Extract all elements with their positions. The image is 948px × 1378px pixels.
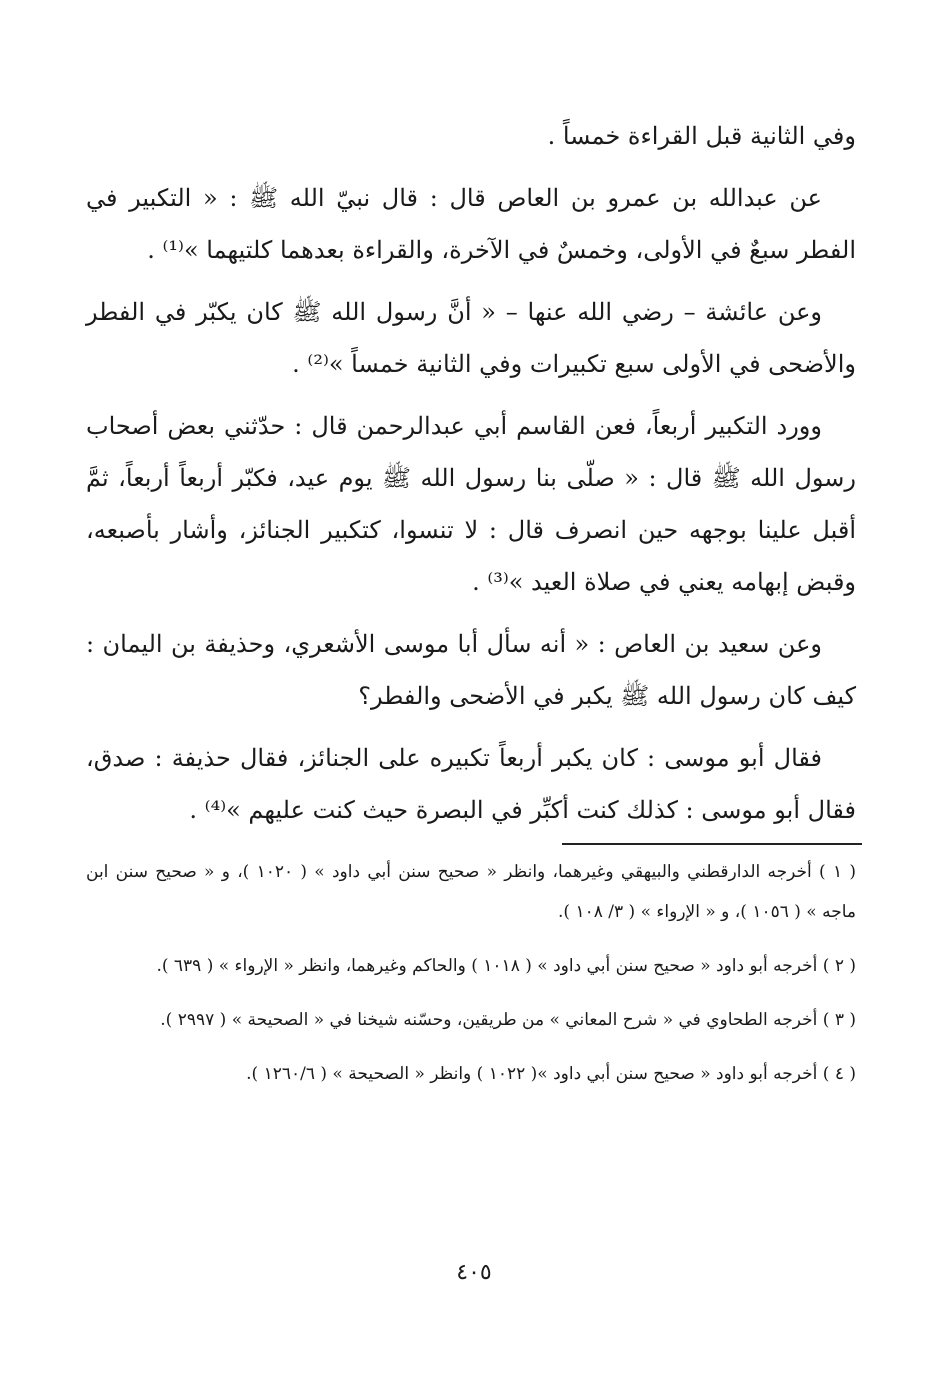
divider (86, 162, 856, 172)
paragraph: وعن عائشة – رضي الله عنها – « أنَّ رسول الله ﷺ كان يكبّر في الفطر والأضحى في الأولى سبع تكبيرات وفي الثانية خمساً »⁽²⁾ . (86, 298, 856, 378)
footnote: ( ٤ ) أخرجه أبو داود « صحيح سنن أبي داود »( ١٠٢٢ ) وانظر « الصحيحة » ( ١٢٦٠/٦ ). (246, 1064, 856, 1084)
footnotes (86, 852, 856, 1108)
divider (86, 276, 856, 286)
paragraph: وورد التكبير أربعاً، فعن القاسم أبي عبدالرحمن قال : حدّثني بعض أصحاب رسول الله ﷺ قال : « صلّى بنا رسول الله ﷺ يوم عيد، فكبّر أربعاً أربعاً، ثمَّ أقبل علينا بوجهه حين انصرف قال : لا تنسوا، كتكبير الجنائز، وأشار بأصبعه، وقبض إبهامه يعني في صلاة العيد »⁽³⁾ . (86, 412, 856, 596)
footnote: ( ٢ ) أخرجه أبو داود « صحيح سنن أبي داود » ( ١٠١٨ ) والحاكم وغيرهما، وانظر « الإرواء » ( ٦٣٩ ). (156, 956, 856, 976)
paragraph: عن عبدالله بن عمرو بن العاص قال : قال نبيّ الله ﷺ : « التكبير في الفطر سبعٌ في الأولى، وخمسٌ في الآخرة، والقراءة بعدهما كلتيهما »⁽¹⁾ . (86, 184, 856, 264)
paragraph: وعن سعيد بن العاص : « أنه سأل أبا موسى الأشعري، وحذيفة بن اليمان : كيف كان رسول الله ﷺ يكبر في الأضحى والفطر؟ (86, 630, 856, 710)
divider (86, 390, 856, 400)
divider (86, 722, 856, 732)
paragraph: فقال أبو موسى : كان يكبر أربعاً تكبيره على الجنائز، فقال حذيفة : صدق، فقال أبو موسى : كذلك كنت أكبِّر في البصرة حيث كنت عليهم »⁽⁴⁾ . (86, 744, 856, 824)
page-number: ٤٠٥ (456, 1260, 492, 1285)
divider (86, 608, 856, 618)
main-text (86, 110, 856, 836)
footnote: ( ١ ) أخرجه الدارقطني والبيهقي وغيرهما، وانظر « صحيح سنن أبي داود » ( ١٠٢٠ )، و « صحيح سنن ابن ماجه » ( ١٠٥٦ )، و « الإرواء » ( ٣/ ١٠٨ ). (86, 862, 856, 922)
footnote-separator (562, 843, 862, 845)
footnote: ( ٣ ) أخرجه الطحاوي في « شرح المعاني » من طريقين، وحسّنه شيخنا في « الصحيحة » ( ٢٩٩٧ ). (160, 1010, 856, 1030)
paragraph: وفي الثانية قبل القراءة خمساً . (547, 122, 856, 150)
